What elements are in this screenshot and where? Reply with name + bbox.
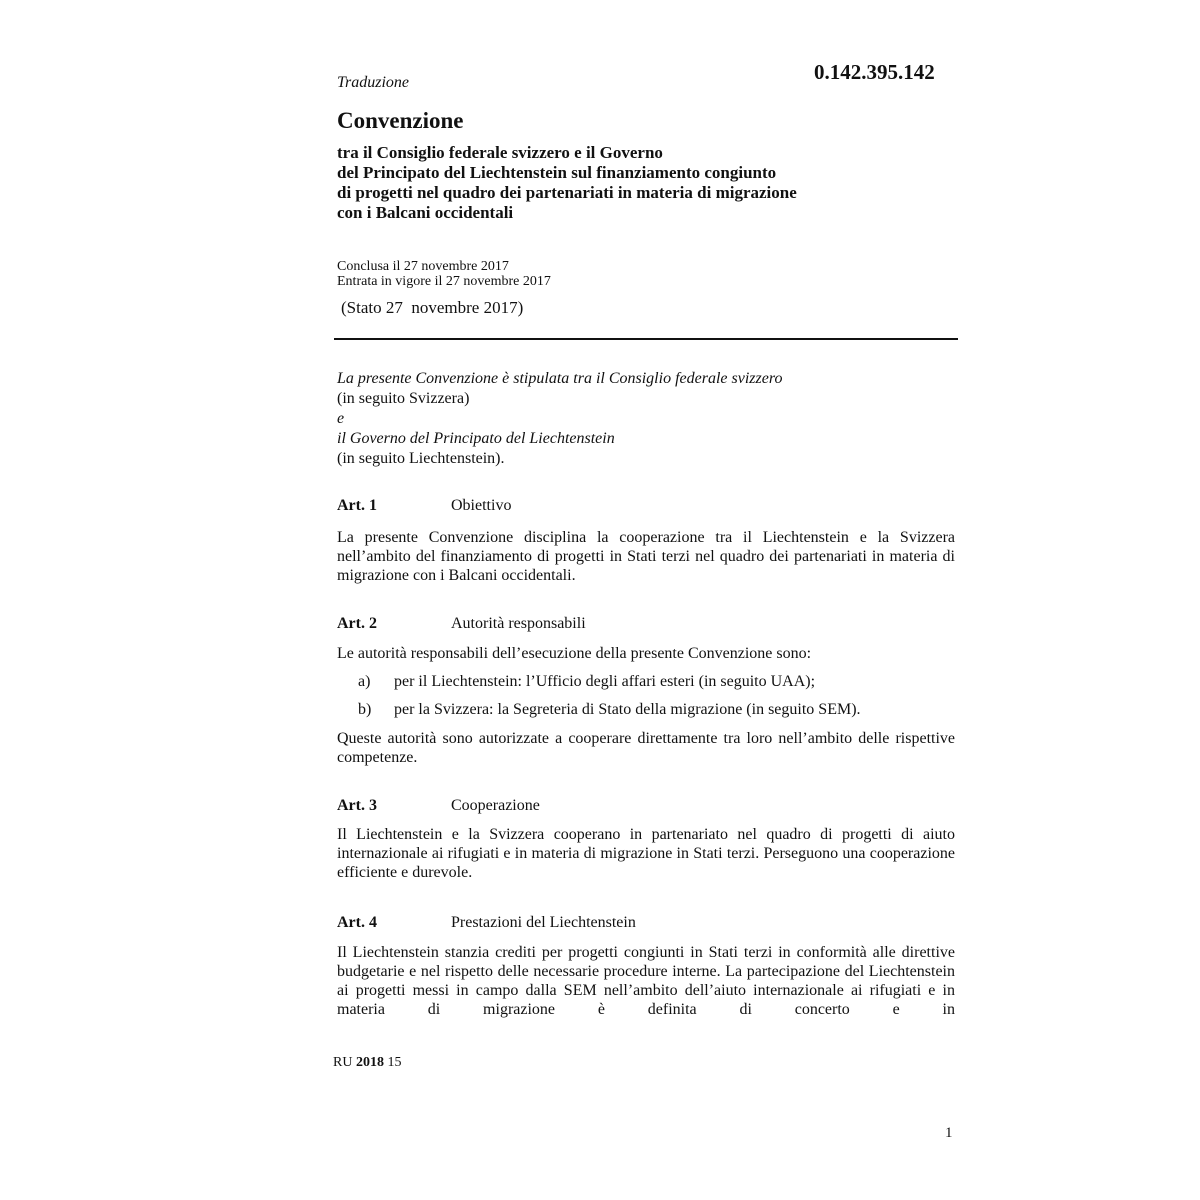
ru-reference xyxy=(333,1055,401,1071)
article-number: Art. 2 xyxy=(337,615,377,632)
list-text: per la Svizzera: la Segreteria di Stato della migrazione (in seguito SEM). xyxy=(394,701,861,718)
page-number: 1 xyxy=(945,1125,953,1141)
preamble xyxy=(337,369,957,469)
article-title: Autorità responsabili xyxy=(451,615,586,632)
concluded-date: Conclusa il 27 novembre 2017 xyxy=(337,259,509,274)
preamble-line: (in seguito Liechtenstein). xyxy=(337,450,505,467)
dates-block xyxy=(337,259,551,289)
article-title: Obiettivo xyxy=(451,497,512,514)
sr-number: 0.142.395.142 xyxy=(814,60,935,84)
article-text: Il Liechtenstein stanzia crediti per progetti congiunti in Stati terzi in conformità alle direttive budgetarie e nel rispetto delle necessarie procedure interne. La partecipazione del Liechtenstein ai progetti messi in campo dalla SEM nell’ambito dell’aiuto internazionale ai rifugiati e in materia di migrazione è definita di concerto e in xyxy=(337,944,955,1018)
ru-year: 2018 xyxy=(355,1055,384,1070)
ru-page: 15 xyxy=(387,1055,402,1070)
article-text: Le autorità responsabili dell’esecuzione della presente Convenzione sono: xyxy=(337,645,812,662)
article-2-intro xyxy=(337,644,955,663)
document-subtitle xyxy=(337,143,957,223)
list-marker: b) xyxy=(358,701,372,718)
preamble-line: La presente Convenzione è stipulata tra il Consiglio federale svizzero xyxy=(337,370,783,387)
article-4-body xyxy=(337,943,955,1019)
subtitle-line: di progetti nel quadro dei partenariati in materia di migrazione xyxy=(337,183,797,202)
header-divider xyxy=(334,338,958,340)
in-force-date: Entrata in vigore il 27 novembre 2017 xyxy=(337,274,551,289)
preamble-line: il Governo del Principato del Liechtenstein xyxy=(337,430,615,447)
translation-label: Traduzione xyxy=(337,74,410,91)
list-marker: a) xyxy=(358,673,371,690)
list-item xyxy=(358,701,861,719)
article-text: Queste autorità sono autorizzate a cooperare direttamente tra loro nell’ambito delle rispettive competenze. xyxy=(337,730,955,766)
subtitle-line: tra il Consiglio federale svizzero e il Governo xyxy=(337,143,663,162)
article-number: Art. 1 xyxy=(337,497,377,514)
document-title: Convenzione xyxy=(337,108,464,133)
status-date: (Stato 27 novembre 2017) xyxy=(341,298,524,317)
article-4-heading xyxy=(337,914,636,932)
subtitle-line: del Principato del Liechtenstein sul finanziamento congiunto xyxy=(337,163,777,182)
article-title: Prestazioni del Liechtenstein xyxy=(451,914,636,931)
article-title: Cooperazione xyxy=(451,797,540,814)
article-1-body xyxy=(337,528,955,585)
ru-prefix: RU xyxy=(333,1055,353,1070)
preamble-line: e xyxy=(337,410,345,427)
article-text: La presente Convenzione disciplina la cooperazione tra il Liechtenstein e la Svizzera nell’ambito del finanziamento di progetti in Stati terzi nel quadro dei partenariati in materia di migrazione con i Balcani occidentali. xyxy=(337,529,955,584)
list-item xyxy=(358,673,815,691)
article-2-heading xyxy=(337,615,586,633)
article-number: Art. 4 xyxy=(337,914,377,931)
list-text: per il Liechtenstein: l’Ufficio degli affari esteri (in seguito UAA); xyxy=(394,673,816,690)
preamble-line: (in seguito Svizzera) xyxy=(337,390,470,407)
article-2-closing xyxy=(337,729,955,767)
subtitle-line: con i Balcani occidentali xyxy=(337,203,514,222)
article-1-heading xyxy=(337,497,511,515)
article-number: Art. 3 xyxy=(337,797,377,814)
article-3-body xyxy=(337,825,955,882)
article-3-heading xyxy=(337,797,540,815)
article-text: Il Liechtenstein e la Svizzera cooperano in partenariato nel quadro di progetti di aiuto internazionale ai rifugiati e in materia di migrazione in Stati terzi. Perseguono una cooperazione efficiente e durevole. xyxy=(337,826,955,881)
